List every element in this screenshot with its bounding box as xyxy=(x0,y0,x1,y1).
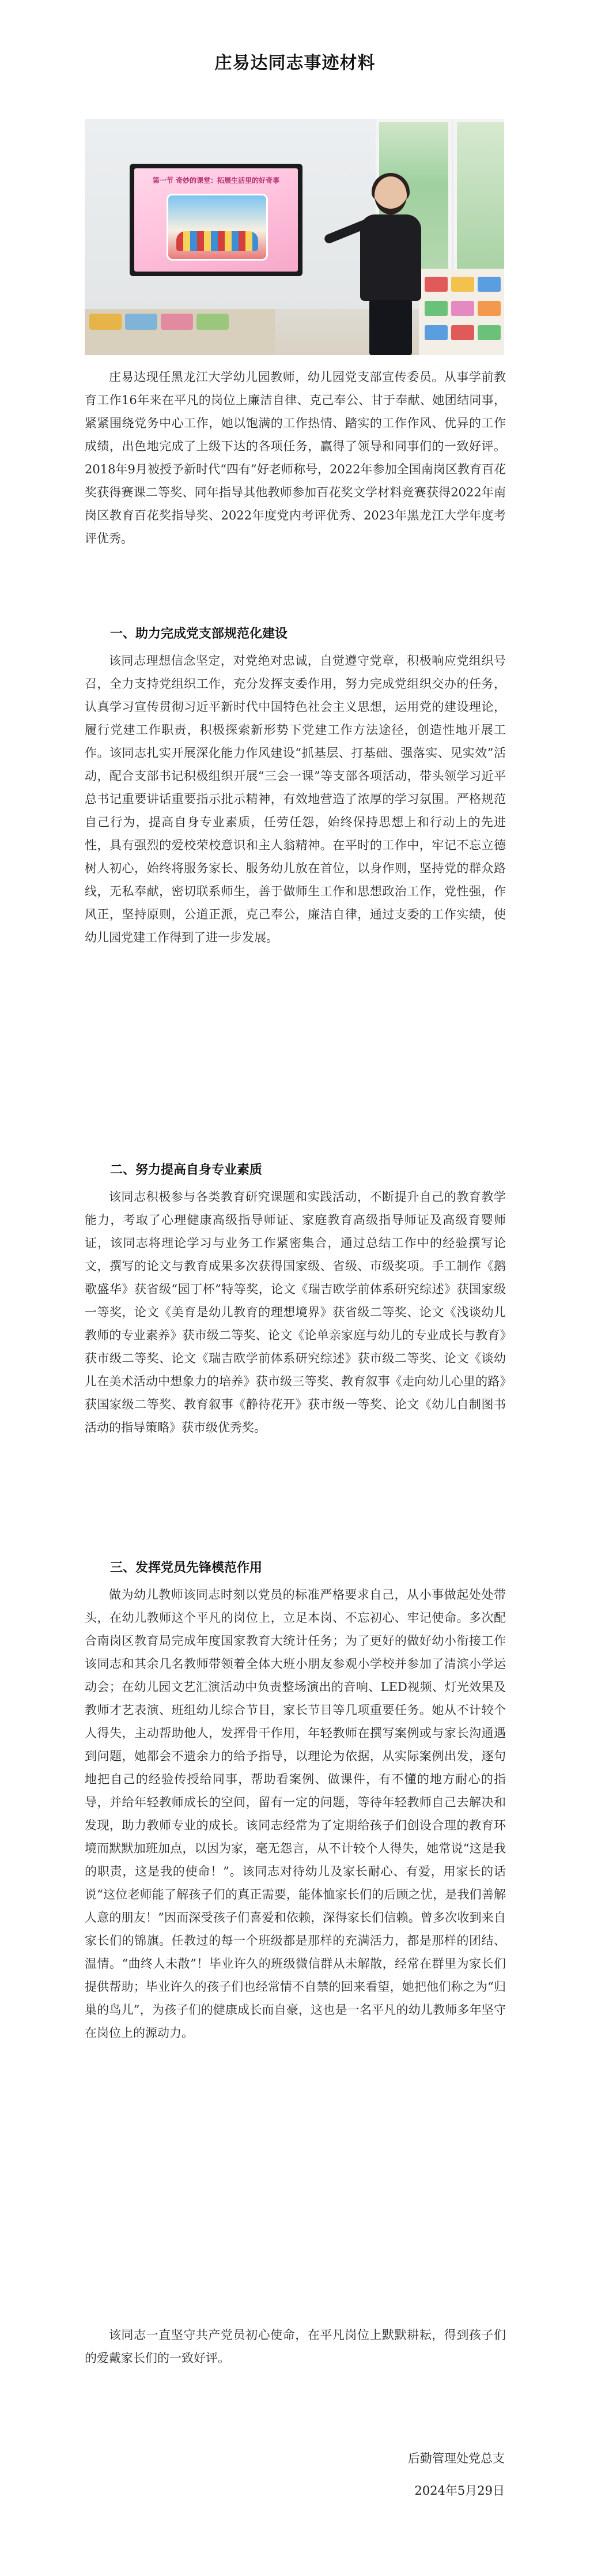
section-2-body xyxy=(85,1185,506,1439)
photo-bin-orange xyxy=(478,301,501,316)
photo-teacher-body xyxy=(360,214,421,301)
document-title: 庄易达同志事迹材料 xyxy=(214,53,376,73)
photo-teacher-figure xyxy=(350,176,430,355)
photo-teacher-head xyxy=(375,176,407,214)
section-2-heading: 二、努力提高自身专业素质 xyxy=(110,1163,263,1177)
photo-tray-green xyxy=(196,314,229,330)
photo-tray-pink xyxy=(161,314,193,330)
section-2-text: 该同志积极参与各类教育研究课题和实践活动，不断提升自己的教育教学能力，考取了心理健康高级指导师证、家庭教育高级指导师证及高级育婴师证，该同志将理论学习与业务工作紧密集合，通过总结工作中的经验撰写论文，撰写的论文与教育成果多次获得国家级、省级、市级奖项。手工制作《鹅歌盛华》获省级“园丁杯”特等奖，论文《瑞吉欧学前体系研究综述》获国家级一等奖，论文《美育是幼儿教育的理想境界》获省级二等奖、论文《浅谈幼儿教师的专业素养》获市级二等奖、论文《论单亲家庭与幼儿的专业成长与教育》获市级二等奖、论文《瑞吉欧学前体系研究综述》获市级二等奖、论文《谈幼儿在美术活动中想象力的培养》获市级三等奖、教育叙事《走向幼儿心里的路》获国家级二等奖、教育叙事《静待花开》获市级一等奖、论文《幼儿自制图书活动的指导策略》获市级优秀奖。 xyxy=(85,1190,506,1434)
photo-bin-yellow xyxy=(451,277,474,292)
photo-bin-green-2 xyxy=(478,325,501,340)
section-3-text: 做为幼儿教师该同志时刻以党员的标准严格要求自己，从小事做起处处带头，在幼儿教师这个平凡的岗位上，立足本岗、不忘初心、牢记使命。多次配合南岗区教育局完成年度国家教育大统计任务；为了更好的做好幼小衔接工作该同志和其余几名教师带领着全体大班小朋友参观小学校并参加了清滨小学运动会；在幼儿园文艺汇演活动中负责整场演出的音响、LED视频、灯光效果及教师才艺表演、班组幼儿综合节目，家长节目等几项重要任务。她从不计较个人得失，主动帮助他人，发挥骨干作用，年轻教师在撰写案例或与家长沟通遇到问题，她都会不遗余力的给予指导，以理论为依据，从实际案例出发，逐句地把自己的经验传授给同事，帮助看案例、做课件，有不懂的地方耐心的指导，并给年轻教师成长的空间，留有一定的问题，等待年轻教师自己去解决和发现，助力教师专业的成长。该同志经常为了定期给孩子们创设合理的教育环境而默默加班加点，以因为家，毫无怨言，从不计较个人得失，她常说“这是我的职责，这是我的使命！”。该同志对待幼儿及家长耐心、有爱，用家长的话说“这位老师能了解孩子们的真正需要，能体恤家长们的后顾之忧，是我们善解人意的朋友！”因而深受孩子们喜爱和依赖，深得家长们信赖。曾多次收到来自家长们的锦旗。任教过的每一个班级都是那样的充满活力，都是那样的团结、温情。“曲终人未散”！毕业许久的班级微信群从未解散，经常在群里为家长们提供帮助；毕业许久的孩子们也经常情不自禁的回来看望，她把他们称之为“归巢的鸟儿”，为孩子们的健康成长而自豪，这也是一名平凡的幼儿教师多年坚守在岗位上的源动力。 xyxy=(85,1588,506,2040)
section-3-body xyxy=(85,1583,506,2044)
signature-date: 2024年5月29日 xyxy=(414,2484,505,2498)
photo-bin-red-2 xyxy=(451,325,474,340)
photo-bin-blue xyxy=(478,277,501,292)
photo-tray-yellow xyxy=(89,314,122,330)
photo-screen-picture xyxy=(167,194,268,261)
closing-paragraph xyxy=(85,2323,506,2370)
section-1-heading: 一、助力完成党支部规范化建设 xyxy=(110,627,288,641)
classroom-photo xyxy=(85,119,504,355)
section-1-body xyxy=(85,649,506,949)
photo-shelf xyxy=(419,269,504,355)
photo-tray-blue xyxy=(125,314,157,330)
photo-screen-content xyxy=(134,168,298,272)
closing-text: 该同志一直坚守共产党员初心使命，在平凡岗位上默默耕耘，得到孩子们的爱戴家长们的一致好评。 xyxy=(85,2328,506,2365)
photo-screen-caption: 第一节 奇妙的课堂：拓展生活里的好奇事 xyxy=(152,176,280,184)
intro-paragraph xyxy=(85,366,506,550)
section-1-text: 该同志理想信念坚定，对党绝对忠诚，自觉遵守党章，积极响应党组织号召，全力支持党组织工作，充分发挥支委作用，努力完成党组织交办的任务，认真学习宣传贯彻习近平新时代中国特色社会主义思想，运用党的建设理论，履行党建工作职责，积极探索新形势下党建工作方法途径，创造性地开展工作。该同志扎实开展深化能力作风建设“抓基层、打基础、强落实、见实效”活动，配合支部书记积极组织开展“三会一课”等支部各项活动，带头领学习近平总书记重要讲话重要指示批示精神，有效地营造了浓厚的学习氛围。严格规范自己行为，提高自身专业素质，任劳任怨，始终保持思想上和行动上的先进性，具有强烈的爱校荣校意识和主人翁精神。在平时的工作中，牢记不忘立德树人初心，始终将服务家长、服务幼儿放在首位，以身作则，坚持党的群众路线，无私奉献，密切联系师生，善于做师生工作和思想政治工作，党性强，作风正，坚持原则，公道正派，克己奉公，廉洁自律，通过支委的工作实绩，使幼儿园党建工作得到了进一步发展。 xyxy=(85,654,506,944)
signature-org: 后勤管理处党总支 xyxy=(408,2451,505,2465)
intro-text: 庄易达现任黑龙江大学幼儿园教师，幼儿园党支部宣传委员。从事学前教育工作16年来在平凡的岗位上廉洁自律、克己奉公、甘于奉献、她团结同事，紧紧围绕党务中心工作，她以饱满的工作热情、踏实的工作作风、优异的工作成绩，出色地完成了上级下达的各项任务，赢得了领导和同事们的一致好评。2018年9月被授予新时代“四有”好老师称号，2022年参加全国南岗区教育百花奖获得赛课二等奖、同年指导其他教师参加百花奖文学材料竞赛获得2022年南岗区教育百花奖指导奖、2022年度党内考评优秀、2023年黑龙江大学年度考评优秀。 xyxy=(85,370,506,545)
photo-window-right xyxy=(453,119,504,281)
photo-display-screen xyxy=(130,164,302,276)
section-3-heading: 三、发挥党员先锋模范作用 xyxy=(110,1561,263,1575)
photo-bin-pink xyxy=(451,301,474,316)
photo-teacher-legs xyxy=(369,300,412,355)
